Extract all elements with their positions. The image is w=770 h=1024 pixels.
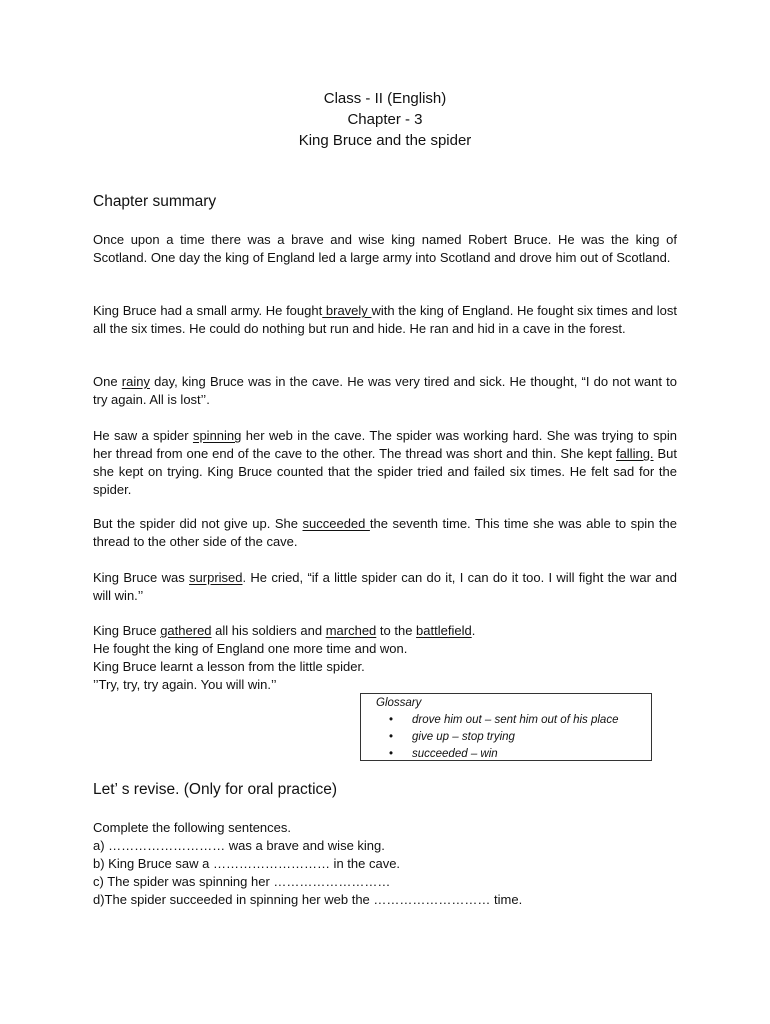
revise-instruction: Complete the following sentences. <box>93 820 292 835</box>
question-b: b) King Bruce saw a ……………………… in the cave. <box>93 856 401 871</box>
glossary-item <box>376 746 651 763</box>
text-run: the seventh time. This time she was able to spin the thread to the other side of the cave. <box>93 516 677 549</box>
summary-paragraph-3 <box>93 373 677 409</box>
text-run: One <box>93 374 122 389</box>
summary-paragraph-5 <box>93 515 677 551</box>
text-run: . <box>471 623 476 638</box>
underlined-word: bravely <box>322 303 372 318</box>
text-run: But the spider did not give up. She <box>93 516 303 531</box>
text-run: her web in the cave. The spider was working hard. She was trying to spin her thread from one end of the cave to the other. The thread was short and thin. She kept <box>93 428 678 461</box>
summary-paragraph-6 <box>93 569 677 605</box>
glossary-list <box>376 712 651 763</box>
text-run: day, king Bruce was in the cave. He was very tired and sick. He thought, “I do not want to try again. All is lost’’. <box>93 374 678 407</box>
bullet-icon: • <box>389 731 394 743</box>
revise-heading: Let’ s revise. (Only for oral practice) <box>93 781 338 798</box>
question-a: a) ……………………… was a brave and wise king. <box>93 838 385 853</box>
glossary-item-text: succeeded – win <box>412 748 498 760</box>
underlined-word: falling. <box>615 446 654 461</box>
text-run: . He cried, “if a little spider can do it, I can do it too. I will fight the war and will win.’’ <box>93 570 677 603</box>
underlined-word: rainy <box>121 374 150 389</box>
glossary-item-text: drove him out – sent him out of his place <box>412 714 619 726</box>
text-run: with the king of England. He fought six times and lost all the six times. He could do nothing but run and hide. He ran and hid in a cave in the forest. <box>93 303 677 336</box>
text-run: He saw a spider <box>93 428 193 443</box>
glossary-item <box>376 712 651 729</box>
summary-paragraph-7 <box>93 622 677 694</box>
underlined-word: succeeded <box>302 516 370 531</box>
text-run: King Bruce <box>93 623 161 638</box>
bullet-icon: • <box>389 714 394 726</box>
summary-heading: Chapter summary <box>93 193 217 210</box>
chapter-title: King Bruce and the spider <box>298 132 472 149</box>
underlined-word: spinning <box>192 428 242 443</box>
paragraph-line: ’’Try, try, try again. You will win.’’ <box>93 677 277 692</box>
question-c: c) The spider was spinning her ……………………… <box>93 874 391 889</box>
paragraph-line: King Bruce learnt a lesson from the little spider. <box>93 659 365 674</box>
bullet-icon: • <box>389 748 394 760</box>
text-run: King Bruce was <box>93 570 190 585</box>
summary-paragraph-4 <box>93 427 677 499</box>
underlined-word: gathered <box>160 623 212 638</box>
underlined-word: battlefield <box>416 623 472 638</box>
paragraph-line: He fought the king of England one more time and won. <box>93 641 408 656</box>
summary-paragraph-1: Once upon a time there was a brave and wise king named Robert Bruce. He was the king of Scotland. One day the king of England led a large army into Scotland and drove him out of Scotland. <box>93 232 677 265</box>
glossary-item <box>376 729 651 746</box>
underlined-word: surprised <box>189 570 243 585</box>
glossary-box <box>360 693 652 761</box>
chapter-line: Chapter - 3 <box>347 111 423 128</box>
text-run: all his soldiers and <box>211 623 326 638</box>
question-d: d)The spider succeeded in spinning her web the ……………………… time. <box>93 892 523 907</box>
text-run: But she kept on trying. King Bruce counted that the spider tried and failed six times. He felt sad for the spider. <box>93 446 677 497</box>
summary-paragraph-2 <box>93 302 677 338</box>
paragraph-line <box>93 622 677 640</box>
underlined-word: marched <box>325 623 377 638</box>
glossary-title: Glossary <box>376 697 422 709</box>
text-run: King Bruce had a small army. He fought <box>93 303 323 318</box>
text-run: to the <box>376 623 417 638</box>
glossary-item-text: give up – stop trying <box>412 731 515 743</box>
class-line: Class - II (English) <box>323 90 447 107</box>
